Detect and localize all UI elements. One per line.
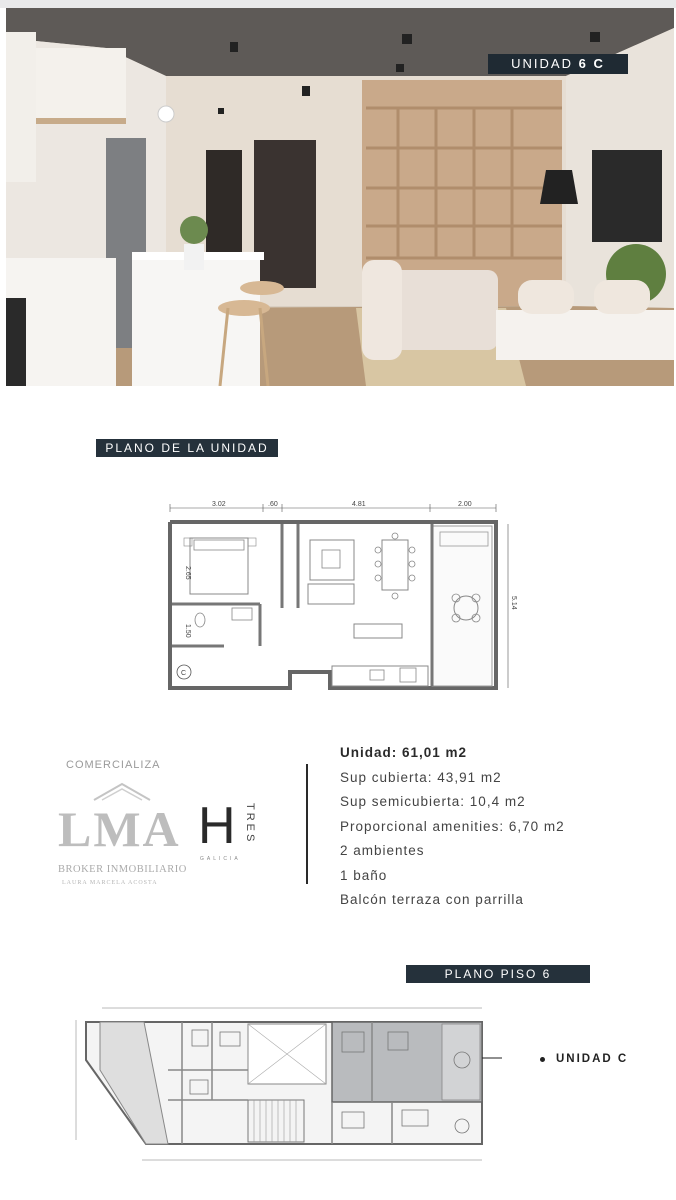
- spec-balcon: Balcón terraza con parrilla: [340, 892, 524, 907]
- dim-left-lower: 1.50: [184, 624, 191, 638]
- dim-corner: C: [181, 670, 187, 677]
- galicia-label: GALICIA: [200, 856, 241, 862]
- tres-label: TRES: [244, 803, 256, 845]
- dim-right: 5.14: [510, 596, 517, 610]
- lma-logo: LMA: [58, 801, 181, 857]
- spec-semicubierta: Sup semicubierta: 10,4 m2: [340, 794, 526, 809]
- divider-line: [306, 764, 308, 884]
- spec-unidad: Unidad: 61,01 m2: [340, 745, 468, 760]
- top-border: [0, 0, 676, 8]
- unit-c-callout: UNIDAD C: [556, 1053, 629, 1065]
- floor-plan-label: PLANO PISO 6: [406, 965, 590, 983]
- dim-top-4: 2.00: [458, 501, 472, 508]
- callout-dot: [540, 1057, 545, 1062]
- comercializa-label: COMERCIALIZA: [66, 759, 161, 771]
- dim-top-3: 4.81: [352, 501, 366, 508]
- lma-roof-icon: [92, 780, 152, 802]
- spec-ambientes: 2 ambientes: [340, 843, 425, 858]
- floor-6-plan: [72, 1000, 502, 1170]
- broker-name: LAURA MARCELA ACOSTA: [62, 880, 158, 886]
- unit-floor-plan: [160, 496, 520, 696]
- dim-left-upper: 2.65: [184, 566, 191, 580]
- h-tres-logo: [198, 797, 236, 855]
- dim-top-2: .60: [268, 501, 278, 508]
- h-letter: H: [198, 797, 236, 855]
- spec-amenities: Proporcional amenities: 6,70 m2: [340, 818, 565, 834]
- dim-top-1: 3.02: [212, 501, 226, 508]
- unit-tag: UNIDAD 6 C: [488, 54, 628, 74]
- spec-bano: 1 baño: [340, 867, 388, 883]
- unit-specs: [340, 741, 640, 913]
- spec-cubierta: Sup cubierta: 43,91 m2: [340, 769, 502, 785]
- interior-render: [6, 8, 674, 386]
- broker-label: BROKER INMOBILIARIO: [58, 864, 187, 875]
- unit-plan-label: PLANO DE LA UNIDAD: [96, 439, 278, 457]
